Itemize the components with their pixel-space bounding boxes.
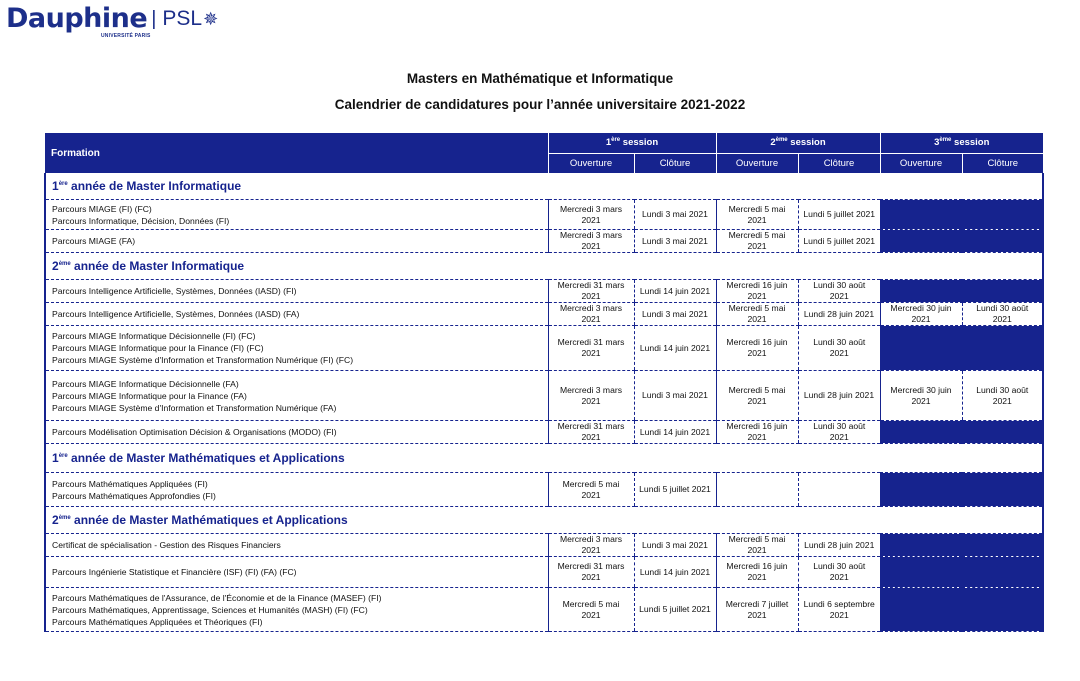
closing-date: Lundi 28 juin 2021: [798, 303, 880, 326]
closing-date: Lundi 5 juillet 2021: [798, 200, 880, 230]
opening-date: Mercredi 5 mai 2021: [548, 588, 634, 632]
table-row: [45, 421, 1043, 444]
opening-date: Mercredi 3 mars 2021: [548, 371, 634, 421]
opening-date: [880, 534, 962, 557]
formation-name: Parcours Modélisation Optimisation Décision & Organisations (MODO) (FI): [52, 427, 337, 437]
opening-date: [880, 280, 962, 303]
opening-date: Mercredi 5 mai 2021: [548, 473, 634, 507]
closing-date: Lundi 28 juin 2021: [798, 534, 880, 557]
session-1-header: 1ère session: [548, 133, 716, 153]
opening-date: Mercredi 16 juin 2021: [716, 280, 798, 303]
opening-date: [880, 473, 962, 507]
formation-name: Parcours Ingénierie Statistique et Financière (ISF) (FI) (FA) (FC): [52, 567, 297, 577]
formation-name: Parcours MIAGE (FA): [52, 236, 136, 246]
closing-date: Lundi 6 septembre 2021: [798, 588, 880, 632]
table-body: [45, 173, 1043, 632]
dauphine-psl-logo: [6, 4, 218, 40]
opening-date: [880, 588, 962, 632]
formation-name: Parcours Mathématiques, Apprentissage, Sciences et Humanités (MASH) (FI) (FC): [52, 604, 368, 615]
cloture-header: Clôture: [962, 153, 1043, 173]
section-title: 2ème année de Master Informatique: [45, 253, 1043, 280]
opening-date: Mercredi 5 mai 2021: [716, 230, 798, 253]
table-row: [45, 371, 1043, 421]
section-title: 1ère année de Master Informatique: [45, 173, 1043, 200]
section-title: 2ème année de Master Mathématiques et Applications: [45, 507, 1043, 534]
closing-date: Lundi 3 mai 2021: [634, 200, 716, 230]
opening-date: Mercredi 16 juin 2021: [716, 557, 798, 588]
formation-cell: [45, 326, 548, 371]
closing-date: Lundi 14 juin 2021: [634, 280, 716, 303]
table-row: [45, 280, 1043, 303]
applications-calendar-table: [44, 133, 1044, 632]
opening-date: Mercredi 3 mars 2021: [548, 534, 634, 557]
page-subtitle: Calendrier de candidatures pour l’année universitaire 2021-2022: [334, 97, 746, 112]
formation-cell: [45, 303, 548, 326]
opening-date: [880, 230, 962, 253]
closing-date: [962, 421, 1043, 444]
opening-date: [716, 473, 798, 507]
session-3-header: 3ème session: [880, 133, 1043, 153]
opening-date: Mercredi 5 mai 2021: [716, 303, 798, 326]
opening-date: Mercredi 16 juin 2021: [716, 326, 798, 371]
table-row: [45, 200, 1043, 230]
formation-cell: [45, 534, 548, 557]
closing-date: [962, 473, 1043, 507]
closing-date: Lundi 3 mai 2021: [634, 303, 716, 326]
formation-name: Parcours Intelligence Artificielle, Systèmes, Données (IASD) (FI): [52, 286, 297, 296]
closing-date: Lundi 3 mai 2021: [634, 371, 716, 421]
table-row: [45, 588, 1043, 632]
closing-date: Lundi 28 juin 2021: [798, 371, 880, 421]
opening-date: [880, 557, 962, 588]
opening-date: [880, 326, 962, 371]
formation-name: Certificat de spécialisation - Gestion des Risques Financiers: [52, 540, 281, 550]
opening-date: Mercredi 5 mai 2021: [716, 200, 798, 230]
closing-date: Lundi 5 juillet 2021: [634, 473, 716, 507]
logo-separator: |: [151, 8, 157, 30]
closing-date: [962, 200, 1043, 230]
formation-name: Parcours MIAGE Informatique Décisionnelle (FA): [52, 378, 239, 389]
closing-date: Lundi 30 août 2021: [962, 371, 1043, 421]
closing-date: Lundi 3 mai 2021: [634, 534, 716, 557]
logo-dauphine: Dauphine: [6, 3, 148, 34]
formation-name: Parcours MIAGE Système d'Information et Transformation Numérique (FA): [52, 402, 337, 413]
closing-date: [798, 473, 880, 507]
formation-name: Parcours MIAGE Informatique pour la Finance (FI) (FC): [52, 343, 264, 353]
formation-header: Formation: [51, 147, 100, 159]
formation-name: Parcours MIAGE Système d'Information et Transformation Numérique (FI) (FC): [52, 355, 354, 365]
closing-date: [962, 280, 1043, 303]
formation-name: Parcours MIAGE Informatique Décisionnelle (FI) (FC): [52, 331, 256, 341]
section-header: [45, 507, 1043, 534]
opening-date: [880, 421, 962, 444]
formation-name: Parcours Mathématiques Approfondies (FI): [52, 490, 216, 501]
ouverture-header: Ouverture: [716, 153, 798, 173]
formation-cell: [45, 200, 548, 230]
formation-cell: [45, 280, 548, 303]
logo-psl: PSL: [162, 7, 203, 30]
opening-date: Mercredi 7 juillet 2021: [716, 588, 798, 632]
closing-date: Lundi 30 août 2021: [962, 303, 1043, 326]
ouverture-header: Ouverture: [548, 153, 634, 173]
closing-date: Lundi 5 juillet 2021: [634, 588, 716, 632]
page-title: Masters en Mathématique et Informatique: [406, 71, 674, 86]
formation-name: Parcours Mathématiques Appliquées et Théoriques (FI): [52, 616, 263, 627]
table-row: [45, 230, 1043, 253]
opening-date: Mercredi 3 mars 2021: [548, 230, 634, 253]
table-row: [45, 303, 1043, 326]
opening-date: Mercredi 31 mars 2021: [548, 326, 634, 371]
opening-date: [880, 200, 962, 230]
closing-date: Lundi 14 juin 2021: [634, 326, 716, 371]
closing-date: Lundi 30 août 2021: [798, 421, 880, 444]
closing-date: Lundi 5 juillet 2021: [798, 230, 880, 253]
closing-date: Lundi 30 août 2021: [798, 557, 880, 588]
logo-subtitle: UNIVERSITÉ PARIS: [101, 33, 151, 39]
ouverture-header: Ouverture: [880, 153, 962, 173]
table-row: [45, 557, 1043, 588]
table-row: [45, 326, 1043, 371]
opening-date: Mercredi 30 juin 2021: [880, 303, 962, 326]
opening-date: Mercredi 31 mars 2021: [548, 421, 634, 444]
closing-date: [962, 534, 1043, 557]
formation-name: Parcours MIAGE (FI) (FC): [52, 203, 152, 214]
section-header: [45, 253, 1043, 280]
formation-cell: [45, 230, 548, 253]
closing-date: [962, 230, 1043, 253]
session-2-header: 2ème session: [716, 133, 880, 153]
psl-star-icon: ✵: [203, 9, 219, 29]
formation-name: Parcours Mathématiques Appliquées (FI): [52, 478, 208, 489]
opening-date: Mercredi 30 juin 2021: [880, 371, 962, 421]
opening-date: Mercredi 16 juin 2021: [716, 421, 798, 444]
table-row: [45, 473, 1043, 507]
page-titles: [0, 66, 1080, 118]
opening-date: Mercredi 31 mars 2021: [548, 557, 634, 588]
opening-date: Mercredi 3 mars 2021: [548, 303, 634, 326]
formation-cell: [45, 557, 548, 588]
section-title: 1ère année de Master Mathématiques et Applications: [45, 444, 1043, 473]
opening-date: Mercredi 5 mai 2021: [716, 534, 798, 557]
closing-date: Lundi 30 août 2021: [798, 280, 880, 303]
opening-date: Mercredi 5 mai 2021: [716, 371, 798, 421]
cloture-header: Clôture: [798, 153, 880, 173]
formation-name: Parcours Intelligence Artificielle, Systèmes, Données (IASD) (FA): [52, 309, 300, 319]
table-row: [45, 534, 1043, 557]
formation-cell: [45, 588, 548, 632]
closing-date: [962, 326, 1043, 371]
closing-date: Lundi 3 mai 2021: [634, 230, 716, 253]
formation-cell: [45, 473, 548, 507]
cloture-header: Clôture: [634, 153, 716, 173]
closing-date: Lundi 14 juin 2021: [634, 421, 716, 444]
formation-name: Parcours Informatique, Décision, Données (FI): [52, 215, 230, 226]
closing-date: [962, 588, 1043, 632]
closing-date: Lundi 14 juin 2021: [634, 557, 716, 588]
formation-cell: [45, 371, 548, 421]
closing-date: [962, 557, 1043, 588]
formation-name: Parcours MIAGE Informatique pour la Finance (FA): [52, 390, 247, 401]
section-header: [45, 173, 1043, 200]
formation-name: Parcours Mathématiques de l'Assurance, de l'Économie et de la Finance (MASEF) (FI): [52, 592, 382, 603]
formation-cell: [45, 421, 548, 444]
opening-date: Mercredi 31 mars 2021: [548, 280, 634, 303]
opening-date: Mercredi 3 mars 2021: [548, 200, 634, 230]
closing-date: Lundi 30 août 2021: [798, 326, 880, 371]
section-header: [45, 444, 1043, 473]
